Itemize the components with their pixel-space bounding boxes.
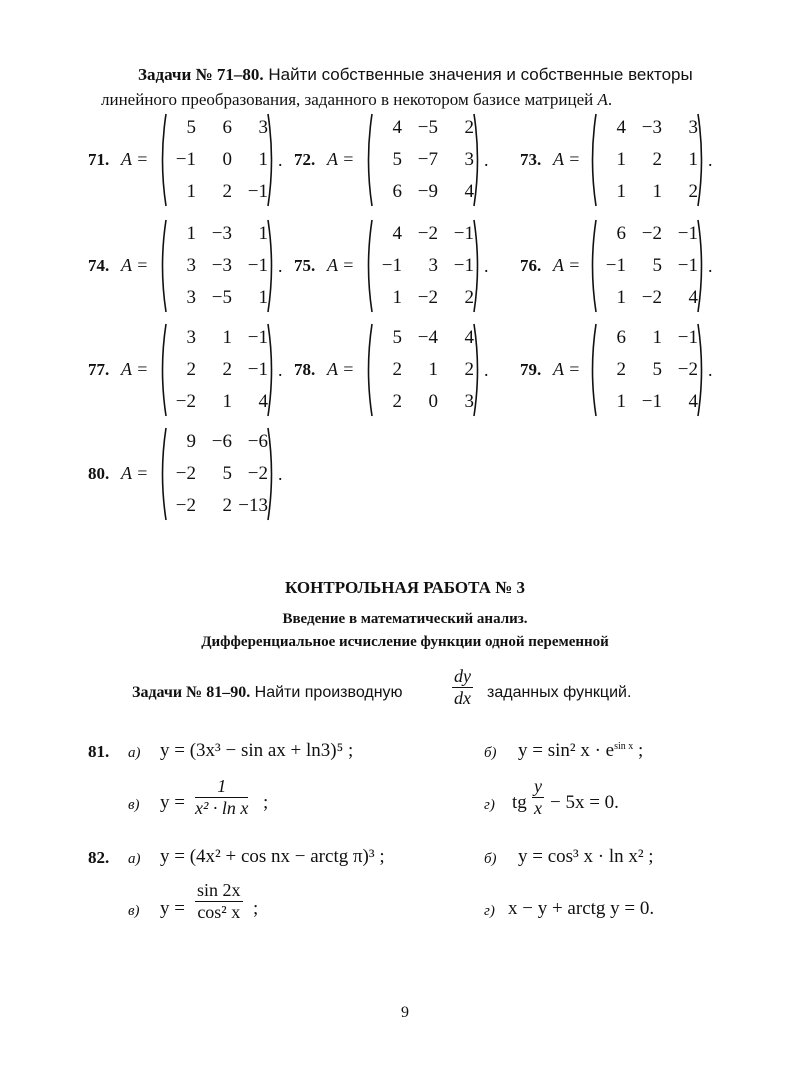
matrix-cell: 2 — [616, 359, 626, 380]
matrix-cell: −2 — [247, 463, 268, 484]
p81-g-label: г) — [484, 797, 495, 813]
problem-71-label: 71. — [88, 150, 110, 169]
matrix-cell: 2 — [652, 149, 662, 170]
matrix-cell: 6 — [392, 181, 402, 202]
p81-g-post: − 5x = 0. — [550, 792, 619, 813]
matrix-cell: −1 — [641, 391, 662, 412]
matrix-cell: 3 — [186, 327, 196, 348]
matrix-cell: 1 — [258, 223, 268, 244]
p82-v-num: sin 2x — [197, 880, 241, 900]
matrix-cell: 1 — [616, 391, 626, 412]
matrix-cell: 0 — [222, 149, 232, 170]
p81-v-end: ; — [263, 792, 269, 813]
matrix-cell: 1 — [222, 391, 232, 412]
matrix-cell: −1 — [247, 359, 268, 380]
matrix-cell: −1 — [175, 149, 196, 170]
matrix-cell: 3 — [688, 117, 698, 138]
matrix-cell: 3 — [186, 287, 196, 308]
matrix-trail: . — [484, 150, 489, 170]
matrix-a-equals: A = — [553, 359, 581, 379]
matrix-trail: . — [708, 360, 713, 380]
matrix-trail: . — [278, 150, 283, 170]
section-subtitle-2: Дифференциальное исчисление функции одной переменной — [201, 634, 609, 650]
matrix-trail: . — [278, 256, 283, 276]
matrix-cell: 1 — [258, 149, 268, 170]
problem-79-label: 79. — [520, 360, 542, 379]
p82-b-label: б) — [484, 851, 497, 867]
matrix-cell: 1 — [652, 181, 662, 202]
matrix-cell: 2 — [392, 391, 402, 412]
matrix-cell: −6 — [211, 431, 232, 452]
matrix-cell: 2 — [464, 117, 474, 138]
problem-82-label: 82. — [88, 848, 110, 867]
matrix-cell: 2 — [186, 359, 196, 380]
task-label-81-90: Задачи № 81–90. — [132, 684, 251, 701]
matrix-a-equals: A = — [553, 255, 581, 275]
matrix-cell: −2 — [175, 391, 196, 412]
matrix-trail: . — [278, 464, 283, 484]
problem-77-label: 77. — [88, 360, 110, 379]
p81-b-label: б) — [484, 745, 497, 761]
matrix-cell: 2 — [464, 359, 474, 380]
matrix-cell: −2 — [417, 287, 438, 308]
matrix-cell: −1 — [247, 181, 268, 202]
matrix-cell: −5 — [417, 117, 438, 138]
p81-v-num: 1 — [217, 776, 227, 796]
problem-78-label: 78. — [294, 360, 316, 379]
matrix-cell: −1 — [605, 255, 626, 276]
p82-b-expr: y = cos³ x · ln x² ; — [518, 846, 654, 867]
p81-a-expr: y = (3x³ − sin ax + ln3)⁵ ; — [160, 740, 354, 761]
matrix-trail: . — [708, 150, 713, 170]
matrix-cell: −2 — [641, 223, 662, 244]
matrix-cell: 3 — [258, 117, 268, 138]
matrix-a-equals: A = — [121, 255, 149, 275]
right-paren — [698, 324, 702, 416]
matrix-cell: 6 — [222, 117, 232, 138]
matrix-trail: . — [484, 256, 489, 276]
p82-v-end: ; — [253, 898, 259, 919]
matrix-cell: 1 — [222, 327, 232, 348]
matrix-cell: −3 — [641, 117, 662, 138]
right-paren — [268, 428, 272, 520]
p81-b-base: y = sin² x · e — [518, 740, 615, 761]
matrix-cell: 1 — [186, 223, 196, 244]
p82-v-label: в) — [128, 903, 140, 919]
problem-75-label: 75. — [294, 256, 316, 275]
intro-paragraph — [101, 62, 693, 112]
frac-den: dx — [454, 688, 471, 708]
matrix-cell: −3 — [211, 223, 232, 244]
matrix-cell: 1 — [652, 327, 662, 348]
matrix-cell: 3 — [464, 149, 474, 170]
problem-74-label: 74. — [88, 256, 110, 275]
matrix-cell: −1 — [677, 255, 698, 276]
matrix-cell: 1 — [616, 181, 626, 202]
matrix-cell: −2 — [175, 463, 196, 484]
p81-a-label: а) — [128, 745, 141, 761]
matrix-cell: −4 — [417, 327, 438, 348]
matrix-cell: −9 — [417, 181, 438, 202]
task-tail: заданных функций. — [487, 684, 632, 701]
matrix-cell: 5 — [392, 149, 402, 170]
right-paren — [268, 114, 272, 206]
task-label-71-80: Задачи № 71–80. — [138, 65, 264, 84]
matrix-cell: −1 — [381, 255, 402, 276]
matrix-cell: 4 — [688, 287, 698, 308]
matrix-cell: 5 — [186, 117, 196, 138]
p81-v-label: в) — [128, 797, 140, 813]
matrix-cell: 2 — [464, 287, 474, 308]
matrix-cell: 4 — [464, 327, 474, 348]
p81-g-den: x — [534, 798, 542, 818]
matrix-cell: −7 — [417, 149, 438, 170]
matrix-cell: −1 — [453, 223, 474, 244]
matrix-cell: 6 — [616, 327, 626, 348]
dy-dx-fraction — [452, 666, 473, 709]
matrix-cell: 1 — [428, 359, 438, 380]
p81-g-num: y — [534, 776, 542, 796]
matrix-cell: 5 — [392, 327, 402, 348]
matrix-cell: −1 — [677, 327, 698, 348]
matrix-a-equals: A = — [327, 359, 355, 379]
matrix-cell: −1 — [247, 327, 268, 348]
right-paren — [474, 114, 478, 206]
right-paren — [474, 324, 478, 416]
problem-73-label: 73. — [520, 150, 542, 169]
p82-g-expr: x − y + arctg y = 0. — [508, 898, 655, 919]
p81-v-fraction — [195, 776, 248, 819]
matrix-trail: . — [484, 360, 489, 380]
matrix-cell: 3 — [186, 255, 196, 276]
matrix-trail: . — [278, 360, 283, 380]
matrix-cell: −2 — [641, 287, 662, 308]
matrix-cell: 6 — [616, 223, 626, 244]
matrix-trail: . — [708, 256, 713, 276]
problem-80-label: 80. — [88, 464, 110, 483]
p81-b-end: ; — [633, 740, 644, 761]
matrix-cell: 2 — [222, 495, 232, 516]
matrix-cell: 5 — [652, 359, 662, 380]
matrix-cell: −6 — [247, 431, 268, 452]
section-title: КОНТРОЛЬНАЯ РАБОТА № 3 — [285, 578, 525, 597]
matrix-cell: −1 — [677, 223, 698, 244]
p81-g-fraction — [532, 776, 544, 819]
matrix-cell: 4 — [616, 117, 626, 138]
matrix-cell: −5 — [211, 287, 232, 308]
matrix-a-equals: A = — [327, 149, 355, 169]
matrix-cell: 2 — [392, 359, 402, 380]
problem-72-label: 72. — [294, 150, 316, 169]
matrix-cell: 1 — [258, 287, 268, 308]
matrix-a-equals: A = — [121, 359, 149, 379]
matrix-a-equals: A = — [327, 255, 355, 275]
p82-a-expr: y = (4x² + cos nx − arctg π)³ ; — [160, 846, 385, 867]
matrix-cell: −2 — [417, 223, 438, 244]
p81-v-lhs: y = — [160, 792, 185, 813]
matrix-cell: −1 — [247, 255, 268, 276]
section-subtitle-1: Введение в математический анализ. — [282, 611, 528, 627]
p82-v-lhs: y = — [160, 898, 185, 919]
matrix-a-equals: A = — [121, 149, 149, 169]
p82-v-fraction — [195, 880, 243, 923]
matrix-cell: 4 — [392, 117, 402, 138]
problem-81-label: 81. — [88, 742, 110, 761]
matrix-cell: 4 — [258, 391, 268, 412]
p82-a-label: а) — [128, 851, 141, 867]
intro-line-2: линейного преобразования, заданного в некотором базисе матрицей — [101, 90, 594, 109]
right-paren — [474, 220, 478, 312]
matrix-cell: −2 — [677, 359, 698, 380]
task-81-90 — [132, 684, 403, 702]
frac-num: dy — [454, 666, 471, 686]
matrix-a-equals: A = — [121, 463, 149, 483]
right-paren — [268, 324, 272, 416]
matrix-cell: 2 — [688, 181, 698, 202]
intro-var: A — [597, 90, 608, 109]
matrix-cell: 1 — [186, 181, 196, 202]
matrix-cell: 1 — [616, 287, 626, 308]
p81-g-pre: tg — [512, 792, 527, 813]
page-number: 9 — [401, 1004, 409, 1021]
intro-line-1: Найти собственные значения и собственные векторы — [263, 65, 693, 84]
p81-v-den: x² · ln x — [195, 798, 249, 818]
p81-b-expr — [518, 740, 643, 762]
p81-b-sup: sin x — [614, 740, 634, 752]
task-text: Найти производную — [250, 684, 403, 701]
matrix-cell: −3 — [211, 255, 232, 276]
p82-v-den: cos² x — [197, 902, 241, 922]
matrix-cell: −13 — [238, 495, 268, 516]
matrix-cell: −2 — [175, 495, 196, 516]
matrix-cell: 5 — [222, 463, 232, 484]
matrix-cell: 9 — [186, 431, 196, 452]
matrix-cell: 3 — [464, 391, 474, 412]
matrix-cell: 4 — [688, 391, 698, 412]
matrix-cell: 1 — [688, 149, 698, 170]
matrix-cell: 3 — [428, 255, 438, 276]
p82-g-label: г) — [484, 903, 495, 919]
right-paren — [698, 114, 702, 206]
matrix-cell: 4 — [464, 181, 474, 202]
matrix-cell: 0 — [428, 391, 438, 412]
matrix-cell: 4 — [392, 223, 402, 244]
matrix-cell: 2 — [222, 359, 232, 380]
intro-end: . — [607, 90, 613, 109]
matrix-cell: 1 — [616, 149, 626, 170]
matrix-cell: 2 — [222, 181, 232, 202]
right-paren — [698, 220, 702, 312]
matrix-cell: 1 — [392, 287, 402, 308]
matrix-a-equals: A = — [553, 149, 581, 169]
matrix-cell: −1 — [453, 255, 474, 276]
problem-76-label: 76. — [520, 256, 542, 275]
matrix-cell: 5 — [652, 255, 662, 276]
right-paren — [268, 220, 272, 312]
